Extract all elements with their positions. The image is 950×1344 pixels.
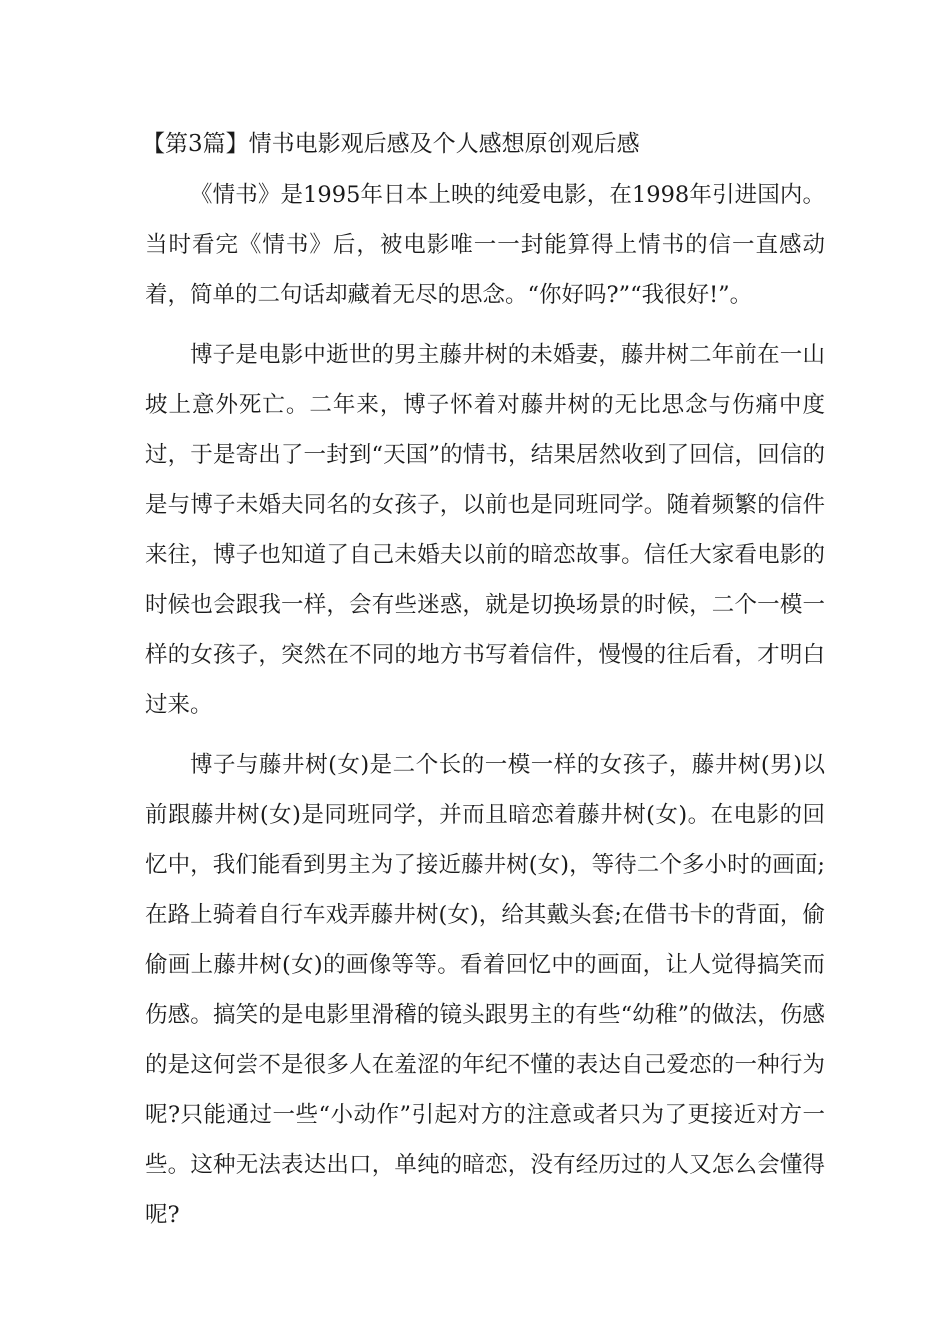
paragraph-plot: 博子是电影中逝世的男主藤井树的未婚妻，藤井树二年前在一山坡上意外死亡。二年来，博子怀着对藤井树的无比思念与伤痛中度过，于是寄出了一封到“天国”的情书，结果居然收到了回信，回信的是与博子未婚夫同名的女孩子，以前也是同班同学。随着频繁的信件来往，博子也知道了自己未婚夫以前的暗恋故事。信任大家看电影的时候也会跟我一样，会有些迷惑，就是切换场景的时候，二个一模一样的女孩子，突然在不同的地方书写着信件，慢慢的往后看，才明白过来。 [145, 342, 825, 718]
paragraph-reflection: 博子与藤井树(女)是二个长的一模一样的女孩子，藤井树(男)以前跟藤井树(女)是同班同学，并而且暗恋着藤井树(女)。在电影的回忆中，我们能看到男主为了接近藤井树(女)，等待二个多小时的画面;在路上骑着自行车戏弄藤井树(女)，给其戴头套;在借书卡的背面，偷偷画上藤井树(女)的画像等等。看着回忆中的画面，让人觉得搞笑而伤感。搞笑的是电影里滑稽的镜头跟男主的有些“幼稚”的做法，伤感的是这何尝不是很多人在羞涩的年纪不懂的表达自己爱恋的一种行为呢?只能通过一些“小动作”引起对方的注意或者只为了更接近对方一些。这种无法表达出口，单纯的暗恋，没有经历过的人又怎么会懂得呢? [145, 752, 825, 1228]
paragraph-intro: 《情书》是1995年日本上映的纯爱电影，在1998年引进国内。当时看完《情书》后，被电影唯一一封能算得上情书的信一直感动着，简单的二句话却藏着无尽的思念。“你好吗?”“我很好!”。 [145, 182, 825, 308]
document-body [142, 128, 825, 1250]
section-heading: 【第3篇】情书电影观后感及个人感想原创观后感 [142, 131, 640, 157]
